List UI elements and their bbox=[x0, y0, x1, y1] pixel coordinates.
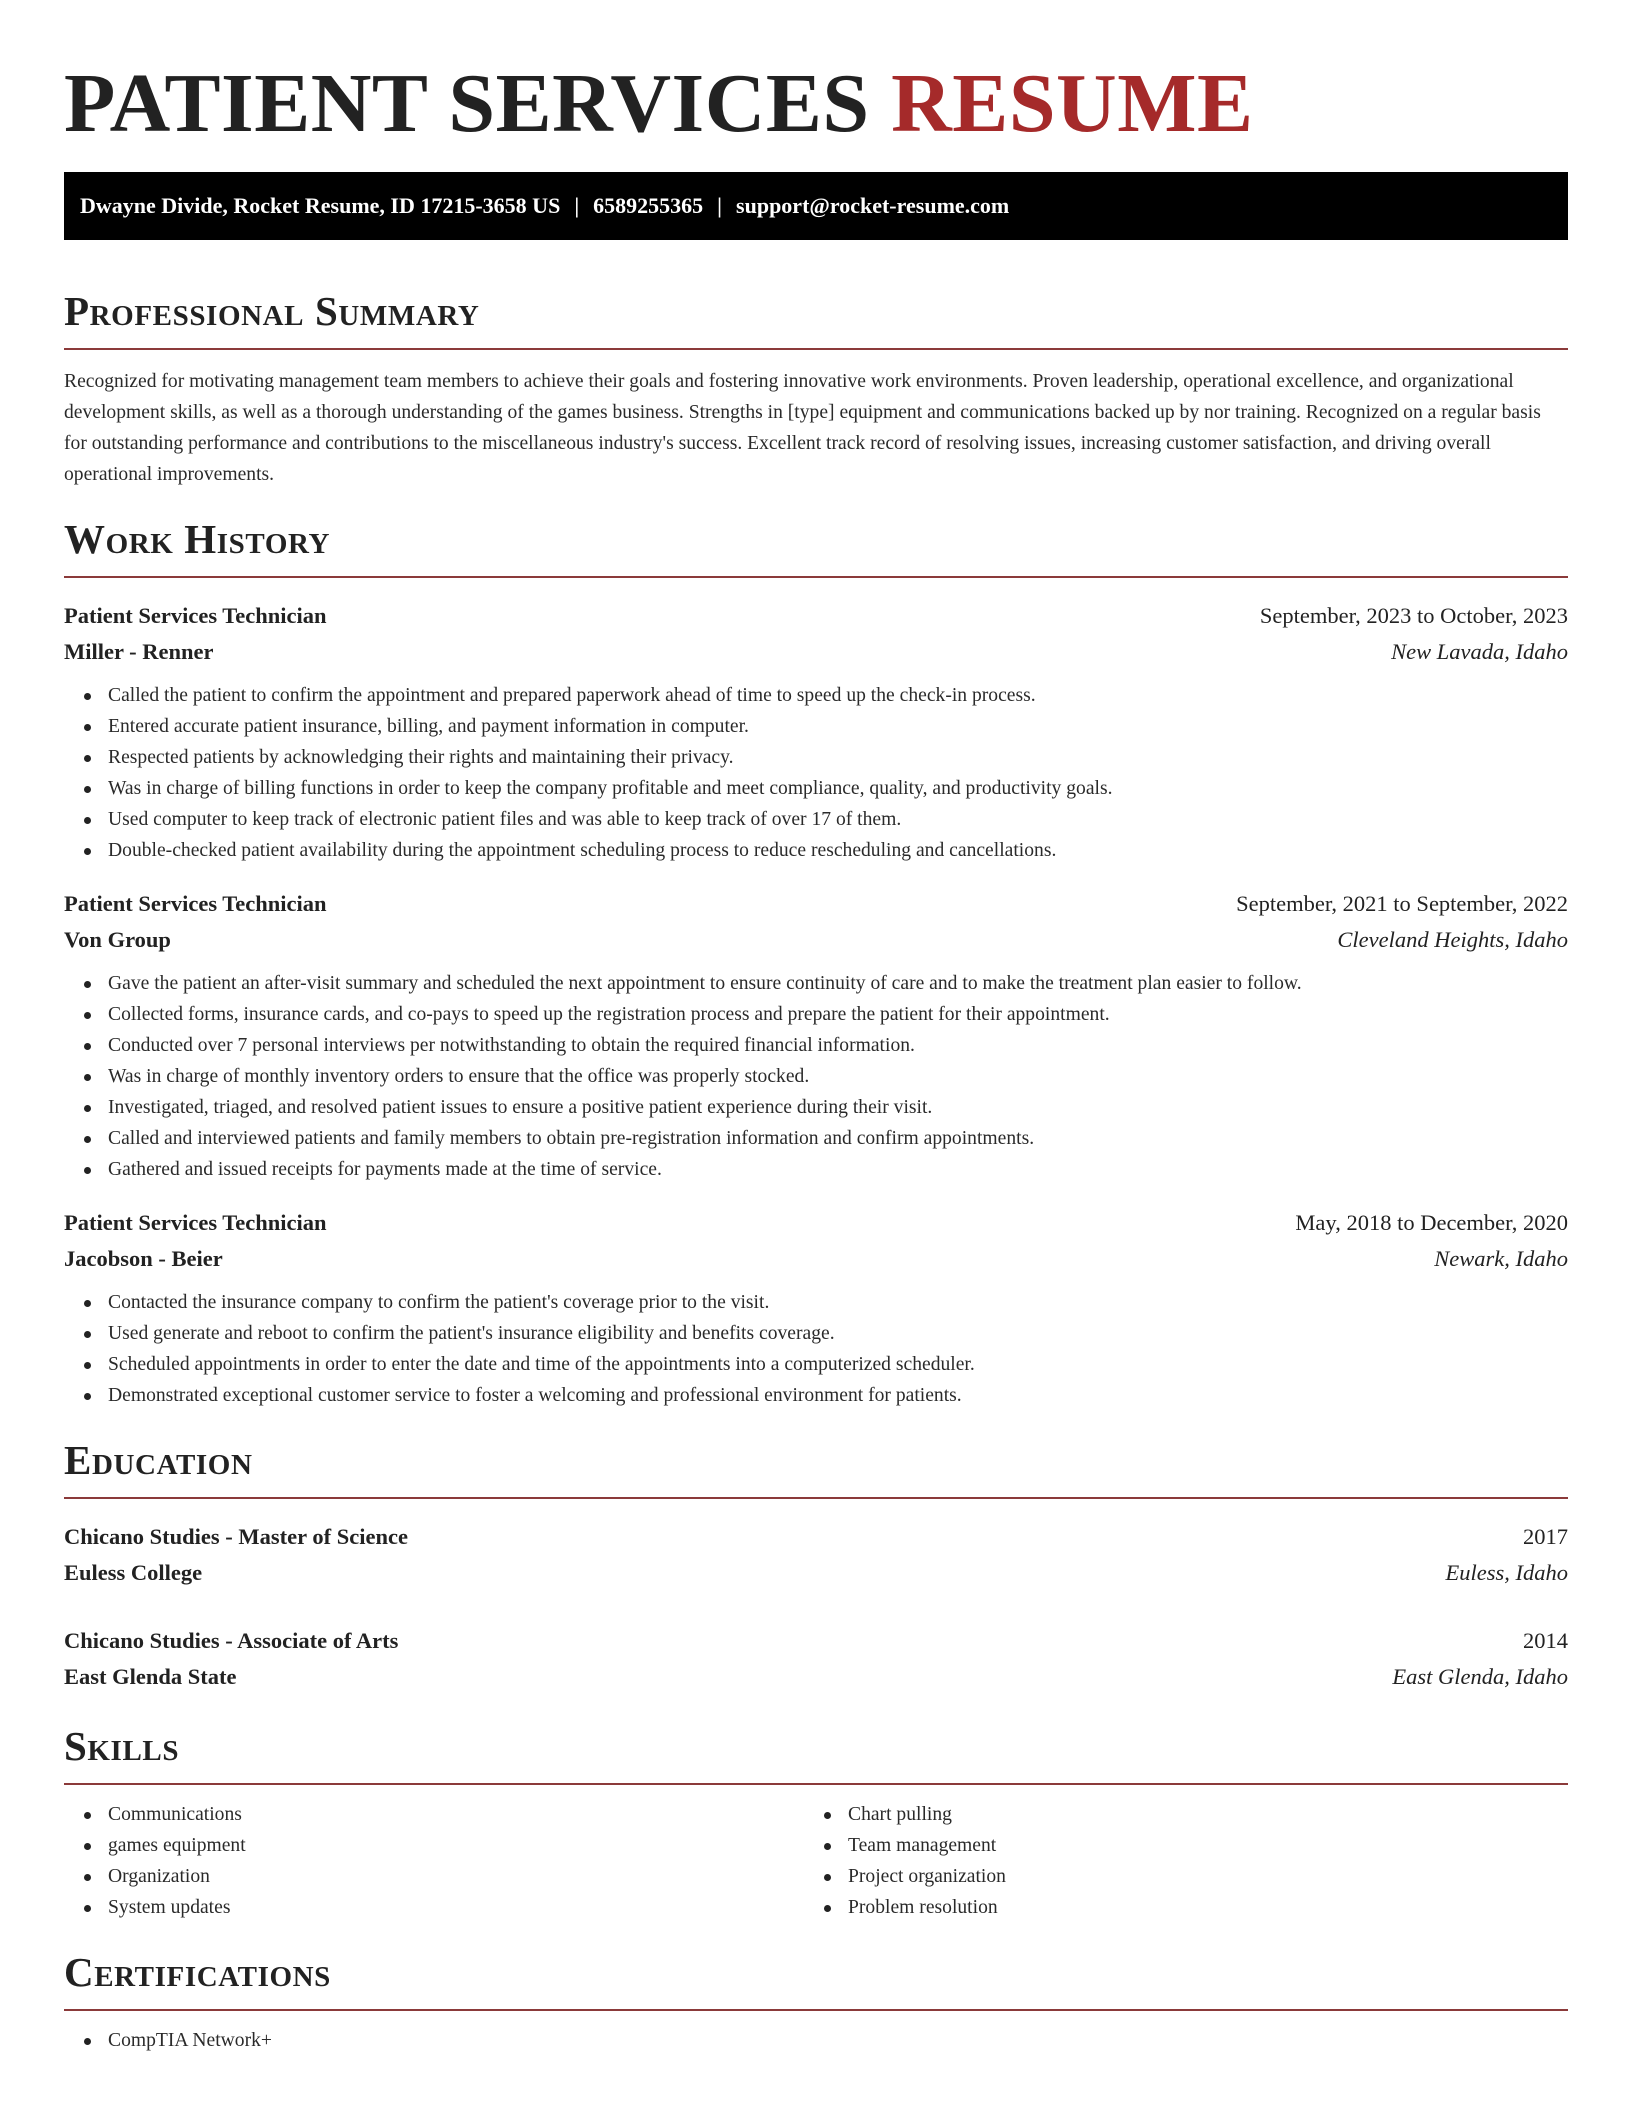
job-entry bbox=[64, 598, 1568, 866]
job-title: Patient Services Technician bbox=[64, 891, 327, 916]
job-header-row bbox=[64, 598, 1568, 634]
summary-heading: Professional Summary bbox=[64, 288, 480, 334]
job-bullet: Used generate and reboot to confirm the patient's insurance eligibility and benefits coverage. bbox=[108, 1318, 1568, 1349]
education-heading: Education bbox=[64, 1437, 253, 1483]
skill-item: Chart pulling bbox=[848, 1799, 1544, 1830]
education-school-row bbox=[64, 1555, 1568, 1591]
job-dates: May, 2018 to December, 2020 bbox=[1295, 1210, 1568, 1235]
skills-heading: Skills bbox=[64, 1723, 180, 1769]
job-location: Newark, Idaho bbox=[1434, 1246, 1568, 1271]
education-degree-row bbox=[64, 1519, 1568, 1555]
job-bullets bbox=[64, 1287, 1568, 1411]
summary-section bbox=[64, 284, 1568, 490]
job-header-row bbox=[64, 886, 1568, 922]
education-school: Euless College bbox=[64, 1560, 203, 1585]
skill-item: Problem resolution bbox=[848, 1892, 1544, 1923]
contact-separator: | bbox=[717, 193, 723, 218]
job-company: Jacobson - Beier bbox=[64, 1246, 223, 1271]
job-dates: September, 2021 to September, 2022 bbox=[1236, 891, 1568, 916]
job-entry bbox=[64, 1205, 1568, 1411]
job-location: New Lavada, Idaho bbox=[1391, 639, 1568, 664]
job-bullet: Conducted over 7 personal interviews per notwithstanding to obtain the required financial information. bbox=[108, 1030, 1568, 1061]
skill-item: System updates bbox=[108, 1892, 804, 1923]
job-bullet: Scheduled appointments in order to enter the date and time of the appointments into a computerized scheduler. bbox=[108, 1349, 1568, 1380]
job-entry bbox=[64, 886, 1568, 1185]
job-bullet: Called and interviewed patients and family members to obtain pre-registration information and confirm appointments. bbox=[108, 1123, 1568, 1154]
education-degree: Chicano Studies - Master of Science bbox=[64, 1524, 408, 1549]
job-company: Miller - Renner bbox=[64, 639, 214, 664]
job-bullets bbox=[64, 968, 1568, 1185]
skill-item: games equipment bbox=[108, 1830, 804, 1861]
job-bullet: Respected patients by acknowledging their rights and maintaining their privacy. bbox=[108, 742, 1568, 773]
job-bullet: Entered accurate patient insurance, billing, and payment information in computer. bbox=[108, 711, 1568, 742]
resume-title bbox=[64, 56, 1568, 172]
skill-item: Team management bbox=[848, 1830, 1544, 1861]
skills-section bbox=[64, 1719, 1568, 1923]
education-entry bbox=[64, 1623, 1568, 1695]
job-bullet: Gathered and issued receipts for payments made at the time of service. bbox=[108, 1154, 1568, 1185]
section-divider bbox=[64, 2009, 1568, 2011]
certification-item: CompTIA Network+ bbox=[108, 2025, 1568, 2056]
title-main: PATIENT SERVICES bbox=[64, 57, 870, 150]
skill-item: Communications bbox=[108, 1799, 804, 1830]
summary-text: Recognized for motivating management team members to achieve their goals and fostering innovative work environments. Proven leadership, operational excellence, and organizational development skills, as well as a thorough understanding of the games business. Strengths in [type] equipment and communications backed up by nor training. Recognized on a regular basis for outstanding performance and contributions to the miscellaneous industry's success. Excellent track record of resolving issues, increasing customer satisfaction, and driving overall operational improvements. bbox=[64, 371, 1541, 485]
education-section bbox=[64, 1433, 1568, 1695]
skill-item: Organization bbox=[108, 1861, 804, 1892]
skills-list bbox=[64, 1799, 804, 1923]
certifications-section bbox=[64, 1945, 1568, 2056]
job-location: Cleveland Heights, Idaho bbox=[1337, 927, 1568, 952]
job-bullet: Gave the patient an after-visit summary and scheduled the next appointment to ensure continuity of care and to make the treatment plan easier to follow. bbox=[108, 968, 1568, 999]
skills-list bbox=[804, 1799, 1544, 1923]
job-company-row bbox=[64, 634, 1568, 670]
job-bullet: Collected forms, insurance cards, and co-pays to speed up the registration process and prepare the patient for their appointment. bbox=[108, 999, 1568, 1030]
job-company-row bbox=[64, 1241, 1568, 1277]
contact-address: Dwayne Divide, Rocket Resume, ID 17215-3658 US bbox=[80, 193, 561, 218]
job-bullet: Investigated, triaged, and resolved patient issues to ensure a positive patient experience during their visit. bbox=[108, 1092, 1568, 1123]
job-company: Von Group bbox=[64, 927, 171, 952]
education-degree: Chicano Studies - Associate of Arts bbox=[64, 1628, 399, 1653]
section-divider bbox=[64, 576, 1568, 578]
job-bullet: Was in charge of monthly inventory orders to ensure that the office was properly stocked. bbox=[108, 1061, 1568, 1092]
skill-item: Project organization bbox=[848, 1861, 1544, 1892]
contact-email[interactable]: support@rocket-resume.com bbox=[736, 193, 1010, 218]
section-divider bbox=[64, 1783, 1568, 1785]
work-history-heading: Work History bbox=[64, 516, 331, 562]
education-year: 2014 bbox=[1523, 1628, 1568, 1653]
job-bullet: Was in charge of billing functions in order to keep the company profitable and meet compliance, quality, and productivity goals. bbox=[108, 773, 1568, 804]
job-title: Patient Services Technician bbox=[64, 603, 327, 628]
job-bullet: Used computer to keep track of electronic patient files and was able to keep track of over 17 of them. bbox=[108, 804, 1568, 835]
section-divider bbox=[64, 348, 1568, 350]
education-degree-row bbox=[64, 1623, 1568, 1659]
job-company-row bbox=[64, 922, 1568, 958]
contact-separator: | bbox=[574, 193, 580, 218]
job-dates: September, 2023 to October, 2023 bbox=[1259, 603, 1568, 628]
contact-bar bbox=[64, 172, 1568, 240]
job-bullet: Demonstrated exceptional customer service to foster a welcoming and professional environment for patients. bbox=[108, 1380, 1568, 1411]
skills-column-right bbox=[804, 1799, 1544, 1923]
education-location: Euless, Idaho bbox=[1445, 1560, 1568, 1585]
job-bullet: Double-checked patient availability during the appointment scheduling process to reduce rescheduling and cancellations. bbox=[108, 835, 1568, 866]
education-school-row bbox=[64, 1659, 1568, 1695]
skills-grid bbox=[64, 1799, 1568, 1923]
education-location: East Glenda, Idaho bbox=[1392, 1664, 1568, 1689]
job-header-row bbox=[64, 1205, 1568, 1241]
job-bullet: Called the patient to confirm the appointment and prepared paperwork ahead of time to speed up the check-in process. bbox=[108, 680, 1568, 711]
skills-column-left bbox=[64, 1799, 804, 1923]
job-title: Patient Services Technician bbox=[64, 1210, 327, 1235]
work-history-section bbox=[64, 512, 1568, 1411]
job-bullets bbox=[64, 680, 1568, 866]
contact-phone[interactable]: 6589255365 bbox=[593, 193, 704, 218]
title-accent: RESUME bbox=[891, 57, 1254, 150]
certifications-list bbox=[64, 2025, 1568, 2056]
certifications-heading: Certifications bbox=[64, 1949, 331, 1995]
education-school: East Glenda State bbox=[64, 1664, 237, 1689]
education-year: 2017 bbox=[1523, 1524, 1568, 1549]
section-divider bbox=[64, 1497, 1568, 1499]
job-bullet: Contacted the insurance company to confirm the patient's coverage prior to the visit. bbox=[108, 1287, 1568, 1318]
education-entry bbox=[64, 1519, 1568, 1591]
